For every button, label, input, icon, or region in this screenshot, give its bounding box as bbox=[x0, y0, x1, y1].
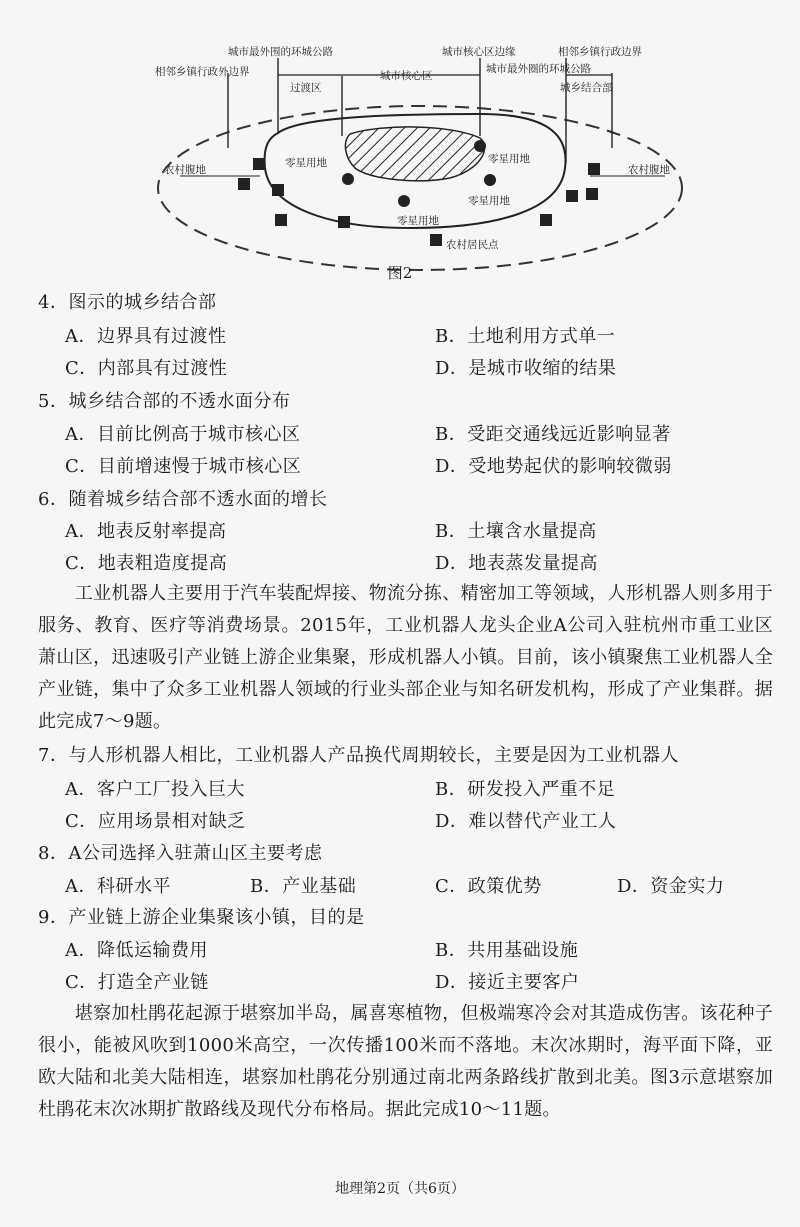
question-5-option-d: D．受地势起伏的影响较微弱 bbox=[435, 456, 672, 477]
label-core-edge: 城市核心区边缘 bbox=[442, 46, 516, 58]
question-7-stem: 7．与人形机器人相比，工业机器人产品换代周期较长，主要是因为工业机器人 bbox=[38, 745, 679, 766]
question-8-option-b: B．产业基础 bbox=[250, 876, 357, 897]
question-9-option-d: D．接近主要客户 bbox=[435, 972, 580, 993]
question-5-stem: 5．城乡结合部的不透水面分布 bbox=[38, 391, 291, 412]
label-scattered-1: 零星用地 bbox=[285, 157, 327, 169]
rural-settlement-square bbox=[430, 234, 442, 246]
question-4-option-b: B．土地利用方式单一 bbox=[435, 326, 616, 347]
question-9-option-b: B．共用基础设施 bbox=[435, 940, 579, 961]
scattered-land-dot bbox=[474, 140, 486, 152]
label-urban-rural-fringe: 城乡结合部 bbox=[560, 82, 613, 94]
question-9-stem: 9．产业链上游企业集聚该小镇，目的是 bbox=[38, 907, 365, 928]
question-5-option-c: C．目前增速慢于城市核心区 bbox=[65, 456, 302, 477]
question-7-option-d: D．难以替代产业工人 bbox=[435, 811, 617, 832]
label-outer-road-right: 城市最外圈的环城公路 bbox=[486, 63, 591, 75]
question-8-option-a: A．科研水平 bbox=[65, 876, 171, 897]
question-9-option-c: C．打造全产业链 bbox=[65, 972, 209, 993]
question-4-option-d: D．是城市收缩的结果 bbox=[435, 358, 617, 379]
label-scattered-2: 零星用地 bbox=[488, 153, 530, 165]
label-outer-road-top: 城市最外围的环城公路 bbox=[228, 46, 333, 58]
rural-settlement-square bbox=[338, 216, 350, 228]
question-6-option-c: C．地表粗造度提高 bbox=[65, 553, 228, 574]
question-4-option-a: A．边界具有过渡性 bbox=[65, 326, 227, 347]
label-adjacent-boundary-left: 相邻乡镇行政外边界 bbox=[155, 66, 250, 78]
fringe-diagram bbox=[150, 38, 690, 273]
label-core: 城市核心区 bbox=[380, 70, 433, 82]
question-6-option-b: B．土壤含水量提高 bbox=[435, 521, 597, 542]
scattered-land-dot bbox=[398, 195, 410, 207]
label-transition: 过渡区 bbox=[290, 82, 322, 94]
label-adjacent-boundary-right: 相邻乡镇行政边界 bbox=[558, 46, 642, 58]
question-5-option-a: A．目前比例高于城市核心区 bbox=[65, 424, 301, 445]
question-8-stem: 8．A公司选择入驻萧山区主要考虑 bbox=[38, 843, 323, 864]
label-scattered-4: 零星用地 bbox=[397, 215, 439, 227]
rural-settlement-square bbox=[540, 214, 552, 226]
rural-settlement-square bbox=[588, 163, 600, 175]
question-8-option-c: C．政策优势 bbox=[435, 876, 542, 897]
rural-settlement-square bbox=[253, 158, 265, 170]
passage-rhododendron: 堪察加杜鹃花起源于堪察加半岛，属喜寒植物，但极端寒冷会对其造成伤害。该花种子很小，能被风吹到1000米高空，一次传播100米而不落地。末次冰期时，海平面下降，亚欧大陆和北美大陆相连，堪察加杜鹃花分别通过南北两条路线扩散到北美。图3示意堪察加杜鹃花末次冰期扩散路线及现代分布格局。据此完成10～11题。 bbox=[38, 1003, 773, 1120]
rural-settlement-square bbox=[275, 214, 287, 226]
passage-robots: 工业机器人主要用于汽车装配焊接、物流分拣、精密加工等领域，人形机器人则多用于服务、教育、医疗等消费场景。2015年，工业机器人龙头企业A公司入驻杭州市重工业区萧山区，迅速吸引产业链上游企业集聚，形成机器人小镇。目前，该小镇聚焦工业机器人全产业链，集中了众多工业机器人领域的行业头部企业与知名研发机构，形成了产业集群。据此完成7～9题。 bbox=[38, 583, 773, 732]
figure-caption: 图2 bbox=[387, 264, 413, 282]
question-8-option-d: D．资金实力 bbox=[617, 876, 725, 897]
question-7-option-b: B．研发投入严重不足 bbox=[435, 779, 616, 800]
question-4-stem: 4．图示的城乡结合部 bbox=[38, 292, 217, 313]
scattered-land-dot bbox=[484, 174, 496, 186]
scattered-land-dot bbox=[342, 173, 354, 185]
label-rural-hinterland-left: 农村腹地 bbox=[164, 164, 206, 176]
label-rural-hinterland-right: 农村腹地 bbox=[628, 164, 670, 176]
question-7-option-c: C．应用场景相对缺乏 bbox=[65, 811, 246, 832]
page-footer: 地理第2页（共6页） bbox=[335, 1181, 465, 1197]
question-6-stem: 6．随着城乡结合部不透水面的增长 bbox=[38, 489, 328, 510]
figure-urban-rural-fringe bbox=[150, 38, 690, 273]
rural-settlement-square bbox=[566, 190, 578, 202]
question-6-option-a: A．地表反射率提高 bbox=[65, 521, 227, 542]
question-9-option-a: A．降低运输费用 bbox=[65, 940, 208, 961]
question-6-option-d: D．地表蒸发量提高 bbox=[435, 553, 598, 574]
rural-settlement-square bbox=[272, 184, 284, 196]
label-scattered-3: 零星用地 bbox=[468, 195, 510, 207]
label-rural-settlement: 农村居民点 bbox=[446, 239, 499, 251]
rural-settlement-square bbox=[586, 188, 598, 200]
rural-settlement-square bbox=[238, 178, 250, 190]
question-7-option-a: A．客户工厂投入巨大 bbox=[65, 779, 245, 800]
question-4-option-c: C．内部具有过渡性 bbox=[65, 358, 228, 379]
question-5-option-b: B．受距交通线远近影响显著 bbox=[435, 424, 671, 445]
core-area bbox=[345, 127, 484, 181]
